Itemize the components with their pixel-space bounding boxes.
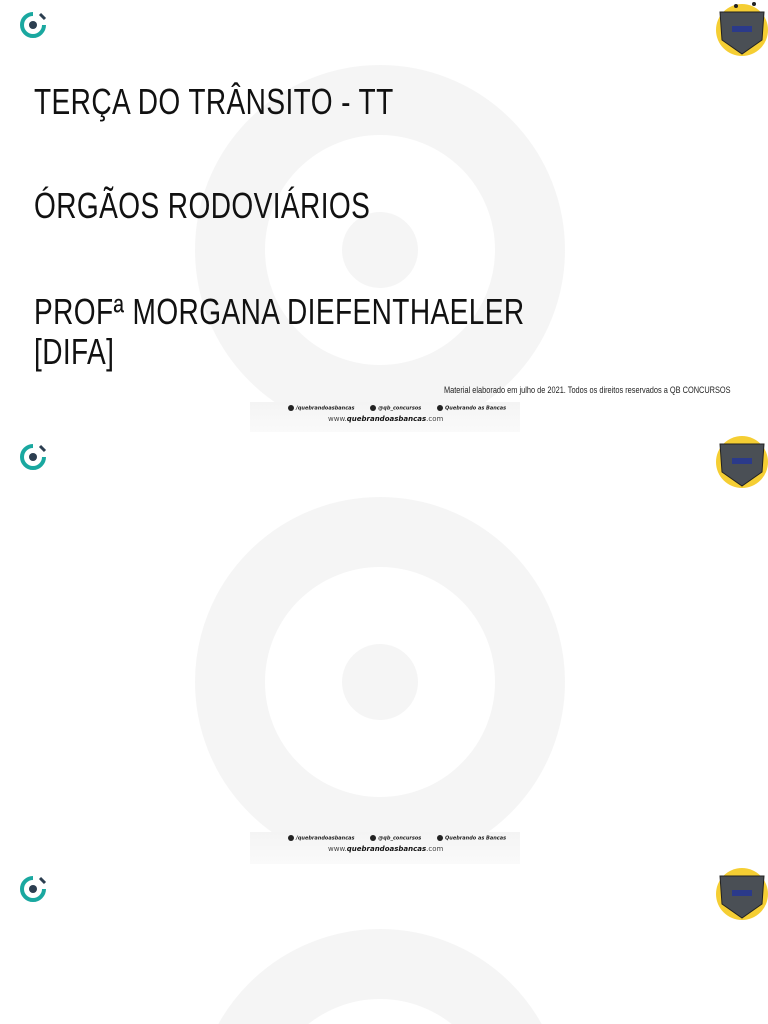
social-links bbox=[288, 405, 520, 412]
youtube-link[interactable]: Quebrando as Bancas bbox=[445, 835, 507, 842]
watermark bbox=[150, 924, 610, 1024]
footer bbox=[250, 832, 520, 864]
youtube-link[interactable]: Quebrando as Bancas bbox=[445, 405, 507, 412]
website-link[interactable]: www.quebrandoasbancas.com bbox=[328, 845, 444, 853]
instagram-icon bbox=[370, 405, 376, 411]
instagram-icon bbox=[370, 835, 376, 841]
subject-line: ÓRGÃOS RODOVIÁRIOS bbox=[34, 185, 371, 226]
slide-3 bbox=[0, 864, 768, 1024]
rights-notice: Material elaborado em julho de 2021. Todos os direitos reservados a QB CONCURSOS bbox=[444, 385, 731, 395]
badge-icon bbox=[706, 0, 768, 58]
slide-2 bbox=[0, 432, 768, 864]
instagram-link[interactable]: @qb_concursos bbox=[378, 405, 422, 412]
facebook-link[interactable]: /quebrandoasbancas bbox=[296, 405, 355, 412]
facebook-icon bbox=[288, 835, 294, 841]
teacher-nickname: [DIFA] bbox=[34, 331, 115, 372]
footer bbox=[250, 402, 520, 432]
facebook-link[interactable]: /quebrandoasbancas bbox=[296, 835, 355, 842]
facebook-icon bbox=[288, 405, 294, 411]
instagram-link[interactable]: @qb_concursos bbox=[378, 835, 422, 842]
logo-icon bbox=[18, 10, 48, 40]
badge-icon bbox=[706, 432, 768, 490]
youtube-icon bbox=[437, 405, 443, 411]
quebrando-logo bbox=[18, 10, 48, 50]
watermark bbox=[150, 492, 610, 864]
teacher-line: PROFª MORGANA DIEFENTHAELER bbox=[34, 291, 525, 332]
badge-icon bbox=[706, 864, 768, 922]
social-links bbox=[288, 835, 520, 842]
quebrando-logo bbox=[18, 442, 48, 482]
website-link[interactable]: www.quebrandoasbancas.com bbox=[328, 415, 444, 423]
logo-icon bbox=[18, 442, 48, 472]
youtube-icon bbox=[437, 835, 443, 841]
title-line: TERÇA DO TRÂNSITO - TT bbox=[34, 81, 394, 122]
quebrando-logo bbox=[18, 874, 48, 914]
logo-icon bbox=[18, 874, 48, 904]
slide-1 bbox=[0, 0, 768, 432]
